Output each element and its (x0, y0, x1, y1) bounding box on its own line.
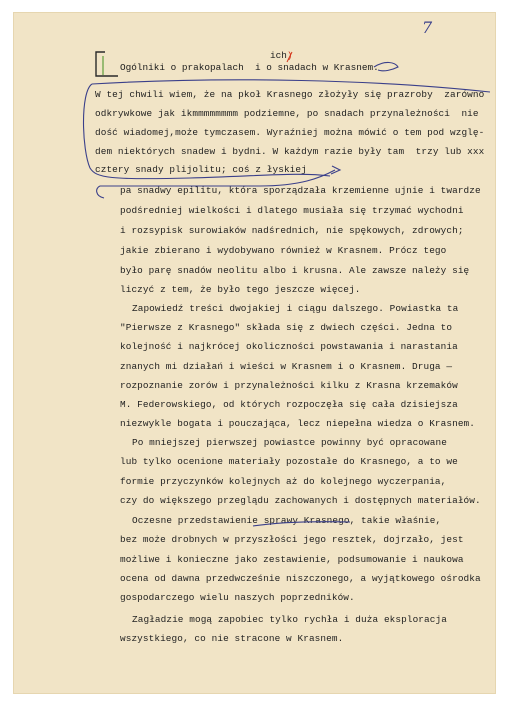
text-line: kolejność i najkrócej okoliczności powstawania i narastania (120, 341, 458, 352)
underline-mark (253, 522, 350, 526)
insertion-caret (287, 52, 292, 62)
text-line: W tej chwili wiem, że na pkoł Krasnego złożyły się prazroby zarówno (95, 89, 485, 100)
text-line: M. Federowskiego, od których rozpoczęła się cała dzisiejsza (120, 399, 458, 410)
text-line: lub tylko ocenione materiały pozostałe do Krasnego, a to we (120, 456, 458, 467)
text-line: jakie zbierano i wydobywano również w Krasnem. Prócz tego (120, 245, 447, 256)
text-line: cztery snady plijolitu; coś z łyskiej (95, 164, 307, 175)
text-line: ocena od dawna przedwcześnie niszczonego, a wyjątkowego ośrodka (120, 573, 481, 584)
title-insertion: ich) (270, 50, 293, 61)
text-line: odkrywkowe jak ikmmmmmmmm podziemne, po snadach przynależności nie (95, 108, 479, 119)
text-line: bez może drobnych w przyszłości jego resztek, dojrzało, jest (120, 534, 464, 545)
text-line: "Pierwsze z Krasnego" składa się z dwiech części. Jedna to (120, 322, 453, 333)
text-line: dem niektórych snadew i bydni. W każdym razie były tam trzy lub xxx (95, 146, 485, 157)
text-line: Po mniejszej pierwszej powiastce powinny być opracowane (132, 437, 447, 448)
text-line: niezwykle bogata i pouczająca, lecz niepełna wiedza o Krasnem. (120, 418, 476, 429)
encircle-mark (84, 84, 331, 179)
text-line: formie przyczynków kolejnych aż do kolejnego wyczerpania, (120, 476, 447, 487)
text-line: możliwe i konieczne jako zestawienie, podsumowanie i naukowa (120, 554, 464, 565)
text-line: było parę snadów neolitu albo i krusna. Ale zawsze należy się (120, 265, 470, 276)
text-line: Zagładzie mogą zapobiec tylko rychła i duża eksploracja (132, 614, 447, 625)
text-line: dość wiadomej,może tymczasem. Wyraźniej można mówić o tem pod wzglę- (95, 127, 485, 138)
arrow-mark (374, 62, 398, 70)
page-title: Ogólniki o prakopalach i o snadach w Krasnem. (120, 62, 379, 73)
text-line: wszystkiego, co nie stracone w Krasnem. (120, 633, 344, 644)
text-line: i rozsypisk surowiaków nadśrednich, nie spękowych, zdrowych; (120, 225, 464, 236)
encircle-mark (92, 80, 490, 92)
text-line: gospodarczego wielu naszych poprzedników. (120, 592, 355, 603)
text-line: rozpoznanie zorów i przynależności kilku z Krasna krzemaków (120, 380, 458, 391)
arrow-mark (331, 166, 340, 174)
bracket-mark (96, 52, 118, 76)
text-line: pa snadwy epilitu, która sporządzała krzemienne ujnie i twardze (120, 185, 481, 196)
page-number: 7 (422, 18, 433, 37)
text-line: czy do większego przeglądu zachowanych i dostępnych materiałów. (120, 495, 481, 506)
text-line: liczyć z tem, że było tego jeszcze więcej. (120, 284, 361, 295)
text-line: Zapowiedź treści dwojakiej i ciągu dalszego. Powiastka ta (132, 303, 459, 314)
text-line: znanych mi działań i wieści w Krasnem i o Krasnem. Druga — (120, 361, 453, 372)
text-line: podśredniej wielkości i dlatego musiała się trzymać wychodni (120, 205, 464, 216)
text-line: Oczesne przedstawienie sprawy Krasnego, takie właśnie, (132, 515, 442, 526)
